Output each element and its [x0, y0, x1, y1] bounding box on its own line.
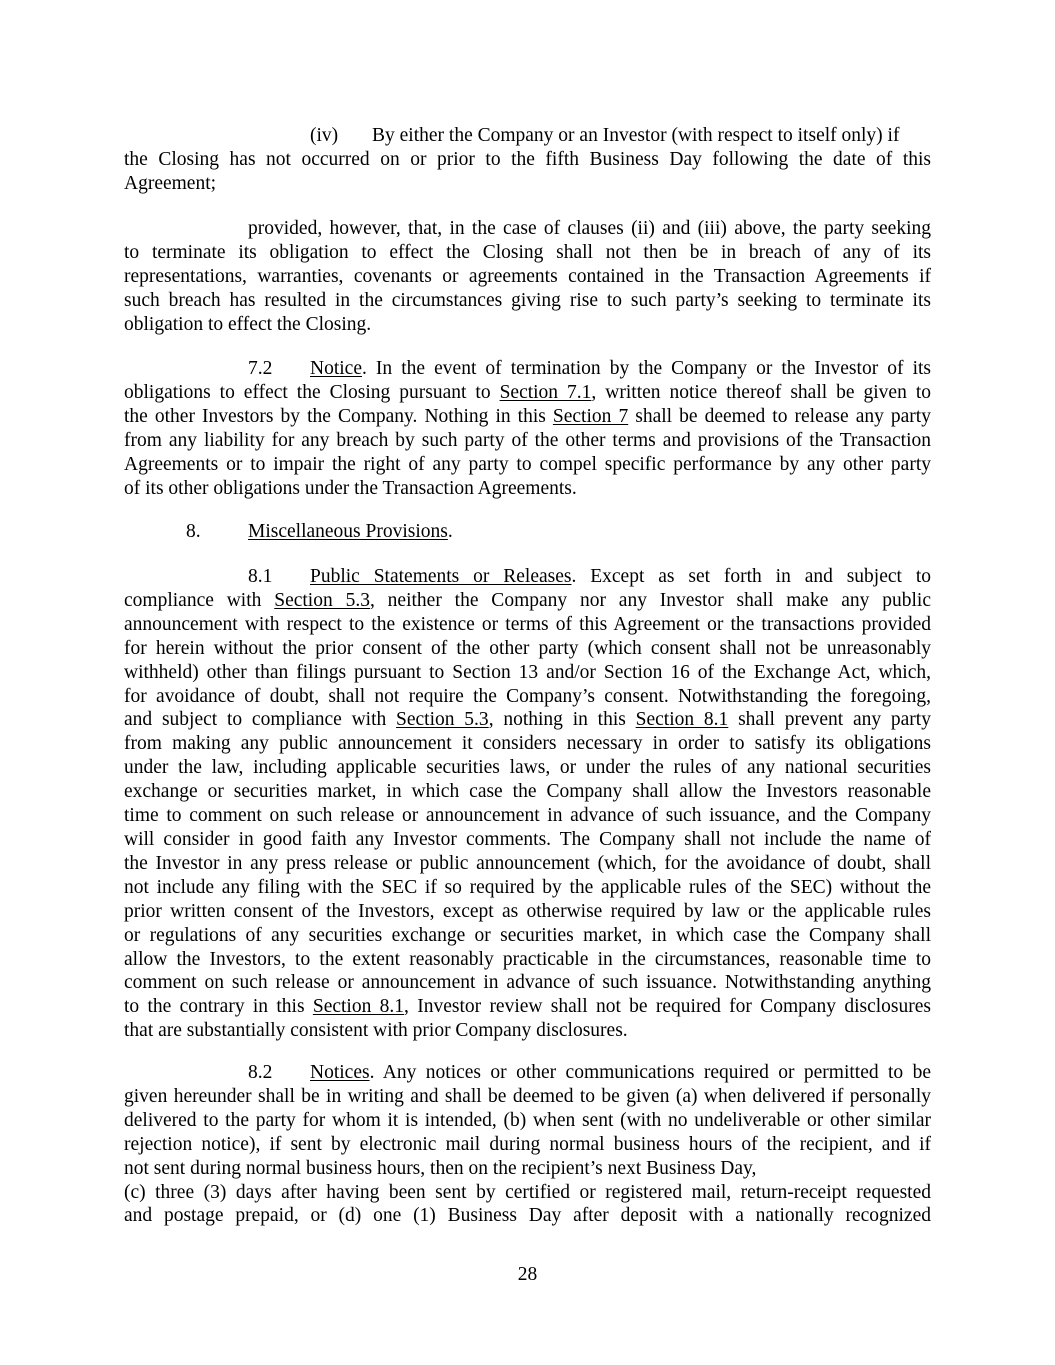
section-8-1-number: 8.1	[248, 566, 273, 587]
section-8-2-line-3: delivered to the party for whom it is intended, (b) when sent (with no undeliverable or other similar	[124, 1109, 931, 1131]
section-8-2-line-4: rejection notice), if sent by electronic mail during normal business hours of the recipient, and if	[124, 1133, 931, 1155]
section-8-2-line-1-text: . Any notices or other communications required or permitted to be	[369, 1062, 931, 1083]
section-8-2-line-5: not sent during normal business hours, then on the recipient’s next Business Day,	[124, 1157, 757, 1179]
section-8-1-line-1	[124, 565, 931, 589]
section-8-1-line-18: comment on such release or announcement in advance of such issuance. Notwithstanding anything	[124, 972, 931, 994]
section-7-1-reference: Section 7.1	[499, 381, 592, 403]
proviso-line-4: such breach has resulted in the circumstances giving rise to such party’s seeking to terminate its	[124, 289, 931, 311]
section-8-2-line-6: (c) three (3) days after having been sent by certified or registered mail, return-receipt requested	[124, 1181, 931, 1203]
section-8-1-line-19	[124, 995, 931, 1019]
section-8-1-line-20: that are substantially consistent with prior Company disclosures.	[124, 1020, 628, 1042]
section-8-1-line-12: will consider in good faith any Investor comments. The Company shall not include the name of	[124, 828, 931, 850]
section-8-1-line-7-c: shall prevent any party	[728, 709, 931, 731]
proviso-paragraph	[124, 217, 931, 337]
section-7-2	[124, 357, 931, 500]
clause-iv	[124, 124, 931, 196]
section-8-2-number: 8.2	[248, 1062, 273, 1083]
section-8	[124, 520, 931, 544]
section-8-1-line-5: withheld) other than filings pursuant to Section 13 and/or Section 16 of the Exchange Act, which,	[124, 661, 931, 683]
section-8-heading: Miscellaneous Provisions	[248, 521, 448, 542]
section-8-1-line-14: not include any filing with the SEC if so required by the applicable rules of the SEC) without the	[124, 876, 931, 898]
section-8-2-line-7: and postage prepaid, or (d) one (1) Business Day after deposit with a nationally recognized	[124, 1205, 931, 1227]
section-8-1-line-6: for avoidance of doubt, shall not require the Company’s consent. Notwithstanding the foregoing,	[124, 685, 931, 707]
section-5-3-reference: Section 5.3	[274, 589, 370, 611]
section-8-1-line-10: exchange or securities market, in which case the Company shall allow the Investors reasonable	[124, 781, 931, 803]
section-8-period: .	[447, 521, 453, 542]
page-number: 28	[517, 1264, 538, 1285]
section-8-1-line-15: prior written consent of the Investors, except as otherwise required by law or the applicable rules	[124, 900, 931, 922]
section-8-1-reference-2: Section 8.1	[312, 996, 405, 1018]
section-8-1-line-7-a: and subject to compliance with	[124, 709, 397, 731]
section-8-1-line-16: or regulations of any securities exchange or securities market, in which case the Company shall	[124, 924, 931, 946]
section-8-1-line-2-a: compliance with	[124, 589, 275, 611]
section-5-3-reference-2: Section 5.3	[396, 709, 489, 731]
section-8-1-line-7-b: , nothing in this	[488, 709, 636, 731]
section-7-2-line-3-b: shall be deemed to release any party	[628, 405, 931, 427]
proviso-line-3: representations, warranties, covenants or agreements contained in the Transaction Agreements if	[124, 265, 931, 287]
clause-iv-line-2: the Closing has not occurred on or prior to the fifth Business Day following the date of this	[124, 148, 931, 170]
section-7-2-line-3-a: the other Investors by the Company. Nothing in this	[124, 405, 553, 427]
section-8-1-line-2-b: , neither the Company nor any Investor shall make any public	[369, 589, 932, 611]
section-8-number: 8.	[186, 521, 201, 542]
section-8-1-line-4: for herein without the prior consent of the other party (which consent shall not be unreasonably	[124, 637, 931, 659]
section-7-2-line-1-text: . In the event of termination by the Company or the Investor of its	[361, 358, 931, 379]
section-8-1-line-9: under the law, including applicable securities laws, or under the rules of any national securities	[124, 757, 931, 779]
section-8-1	[124, 565, 931, 1043]
section-8-1-line-1-text: . Except as set forth in and subject to	[571, 566, 931, 587]
section-7-reference: Section 7	[552, 405, 629, 427]
section-8-1-line-3: announcement with respect to the existence or terms of this Agreement or the transactions provided	[124, 613, 931, 635]
section-7-2-number: 7.2	[248, 358, 273, 379]
section-7-2-line-5: Agreements or to impair the right of any party to compel specific performance by any other party	[124, 453, 931, 475]
clause-iv-text: By either the Company or an Investor (with respect to itself only) if	[372, 125, 900, 146]
section-8-1-line-7	[124, 708, 931, 732]
section-8-heading-line	[124, 520, 931, 544]
section-7-2-line-2-b: , written notice thereof shall be given to	[591, 381, 931, 403]
section-7-2-line-1	[124, 357, 931, 381]
section-8-1-heading: Public Statements or Releases	[310, 566, 572, 587]
section-8-1-line-11: time to comment on such release or announcement in advance of such issuance, and the Company	[124, 805, 931, 827]
section-7-2-heading: Notice	[310, 358, 362, 379]
section-8-1-line-17: allow the Investors, to the extent reasonably practicable in the circumstances, reasonable time to	[124, 948, 931, 970]
section-7-2-line-3	[124, 405, 931, 429]
section-8-1-line-8: from making any public announcement it considers necessary in order to satisfy its obligations	[124, 733, 931, 755]
clause-iv-label: (iv)	[310, 125, 339, 146]
proviso-line-1: provided, however, that, in the case of clauses (ii) and (iii) above, the party seeking	[248, 218, 931, 239]
section-8-2-line-1	[124, 1061, 931, 1085]
clause-iv-line-1	[124, 124, 931, 148]
proviso-line-2: to terminate its obligation to effect the Closing shall not then be in breach of any of its	[124, 241, 931, 263]
section-7-2-line-6: of its other obligations under the Transaction Agreements.	[124, 477, 577, 499]
section-8-1-line-2	[124, 589, 931, 613]
section-8-1-line-19-b: , Investor review shall not be required for Company disclosures	[404, 996, 931, 1018]
proviso-line-5: obligation to effect the Closing.	[124, 313, 372, 335]
section-7-2-line-2-a: obligations to effect the Closing pursuant to	[124, 381, 500, 403]
clause-iv-line-3: Agreement;	[124, 172, 217, 194]
section-8-2-line-2: given hereunder shall be in writing and shall be deemed to be given (a) when delivered if personally	[124, 1085, 931, 1107]
section-7-2-line-2	[124, 381, 931, 405]
section-7-2-line-4: from any liability for any breach by such party of the other terms and provisions of the Transaction	[124, 429, 931, 451]
section-8-2	[124, 1061, 931, 1228]
section-8-1-line-19-a: to the contrary in this	[124, 996, 313, 1018]
section-8-1-reference: Section 8.1	[635, 709, 729, 731]
section-8-2-heading: Notices	[310, 1062, 370, 1083]
section-8-1-line-13: the Investor in any press release or public announcement (which, for the avoidance of doubt, shall	[124, 852, 931, 874]
